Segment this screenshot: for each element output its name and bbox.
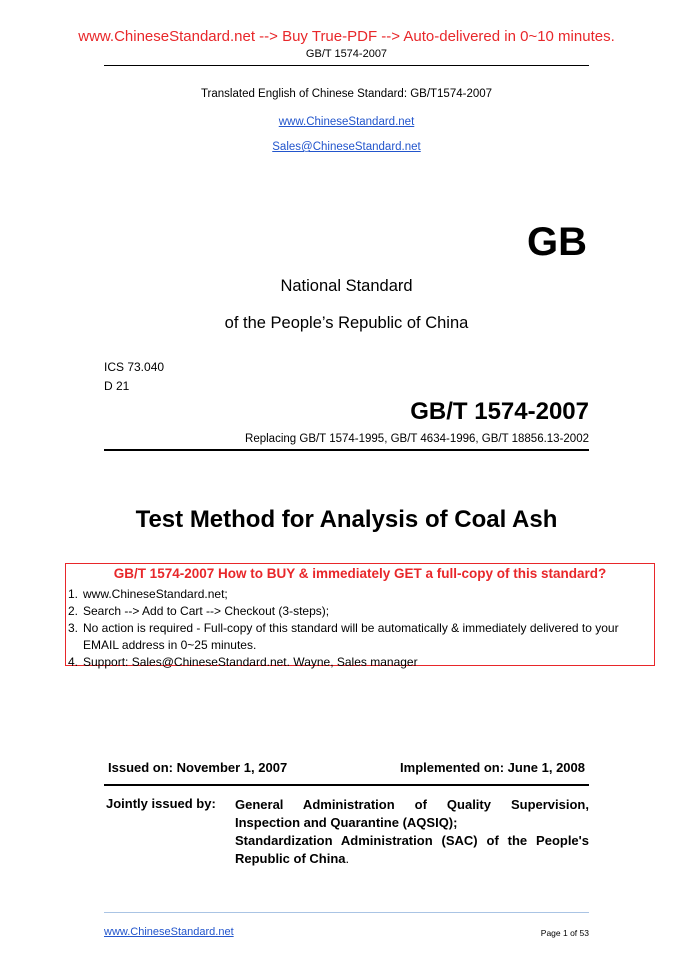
national-standard-line2: of the People’s Republic of China: [224, 314, 469, 332]
buy-instructions-box: [65, 563, 655, 669]
dates-divider: [104, 784, 589, 786]
issuers-block: [235, 796, 589, 868]
promo-banner: www.ChineseStandard.net --> Buy True-PDF --> Auto-delivered in 0~10 minutes.: [78, 28, 615, 45]
buy-box-title: GB/T 1574-2007 How to BUY & immediately GET a full-copy of this standard?: [113, 566, 607, 581]
classification-code: D 21: [104, 379, 130, 393]
issuer-sac: [235, 832, 589, 868]
national-standard-line1: National Standard: [280, 277, 413, 295]
buy-step-number: 2.: [68, 604, 79, 618]
buy-step-text: No action is required - Full-copy of this standard will be automatically & immediately delivered to your EMAIL address in 0~25 minutes.: [83, 621, 619, 652]
buy-steps-list: [68, 586, 650, 671]
buy-step-text: Search --> Add to Cart --> Checkout (3-steps);: [83, 604, 330, 618]
footer-site-link[interactable]: www.ChineseStandard.net: [104, 926, 234, 938]
buy-step-text: www.ChineseStandard.net;: [83, 587, 228, 601]
buy-step-text: Support: Sales@ChineseStandard.net. Wayne, Sales manager: [83, 655, 418, 669]
footer-divider: [104, 912, 589, 913]
site-link-row: [0, 112, 693, 130]
site-link[interactable]: www.ChineseStandard.net: [278, 116, 415, 128]
issuer-sac-text: Standardization Administration (SAC) of the People's Republic of China: [235, 833, 589, 866]
issuer-sac-period: .: [345, 851, 350, 866]
buy-step: [68, 654, 650, 671]
buy-step-number: 1.: [68, 587, 79, 601]
page-number: Page 1 of 53: [540, 928, 589, 938]
issuer-aqsiq: General Administration of Quality Supervision, Inspection and Quarantine (AQSIQ);: [235, 797, 589, 830]
buy-step: [68, 586, 650, 603]
gb-mark: GB: [527, 220, 587, 264]
implemented-date: Implemented on: June 1, 2008: [400, 760, 585, 775]
running-header-code: GB/T 1574-2007: [305, 48, 388, 60]
standard-code: GB/T 1574-2007: [410, 398, 589, 425]
translated-line: Translated English of Chinese Standard: GB/T1574-2007: [200, 88, 493, 100]
code-divider: [104, 449, 589, 451]
buy-step: [68, 603, 650, 620]
header-divider: [104, 65, 589, 66]
buy-step: [68, 620, 650, 654]
replacing-note: Replacing GB/T 1574-1995, GB/T 4634-1996, GB/T 18856.13-2002: [245, 433, 589, 445]
jointly-issued-label: Jointly issued by:: [106, 796, 216, 811]
buy-step-number: 3.: [68, 621, 79, 635]
issued-date: Issued on: November 1, 2007: [108, 760, 288, 775]
sales-link-row: [0, 137, 693, 155]
buy-step-number: 4.: [68, 655, 79, 669]
ics-code: ICS 73.040: [104, 360, 165, 374]
document-title: Test Method for Analysis of Coal Ash: [135, 506, 558, 533]
sales-email-link[interactable]: Sales@ChineseStandard.net: [272, 141, 421, 153]
